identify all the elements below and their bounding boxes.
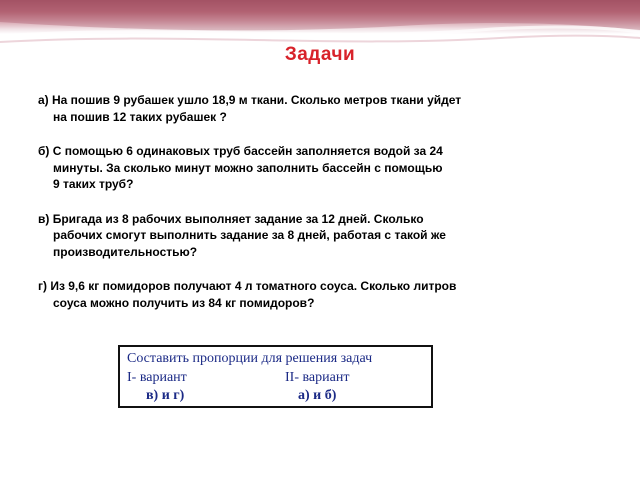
variant-1-tasks: в) и г) (146, 388, 185, 403)
task-line: минуты. За сколько минут можно заполнить бассейн с помощью (53, 160, 443, 175)
task-b (38, 143, 598, 193)
task-a (38, 92, 598, 125)
task-line: б) С помощью 6 одинаковых труб бассейн заполняется водой за 24 (38, 144, 443, 158)
task-line: а) На пошив 9 рубашек ушло 18,9 м ткани. Сколько метров ткани уйдет (38, 93, 462, 107)
page-title: Задачи (284, 44, 356, 65)
task-line: 9 таких труб? (53, 177, 134, 191)
variant-2-tasks: а) и б) (298, 388, 337, 403)
task-list (38, 92, 598, 329)
task-line: г) Из 9,6 кг помидоров получают 4 л томатного соуса. Сколько литров (38, 279, 457, 293)
variant-2-label: II- вариант (285, 370, 350, 385)
task-line: соуса можно получить из 84 кг помидоров? (53, 295, 315, 310)
variant-1-label: I- вариант (127, 370, 187, 385)
assignment-box (118, 345, 433, 408)
task-v (38, 211, 598, 261)
task-g (38, 278, 598, 311)
task-line: на пошив 12 таких рубашек ? (53, 109, 227, 124)
task-line: производительностью? (53, 244, 198, 259)
assignment-title: Составить пропорции для решения задач (127, 351, 373, 366)
task-line: рабочих смогут выполнить задание за 8 дней, работая с такой же (53, 228, 446, 242)
task-line: в) Бригада из 8 рабочих выполняет задание за 12 дней. Сколько (38, 211, 424, 226)
